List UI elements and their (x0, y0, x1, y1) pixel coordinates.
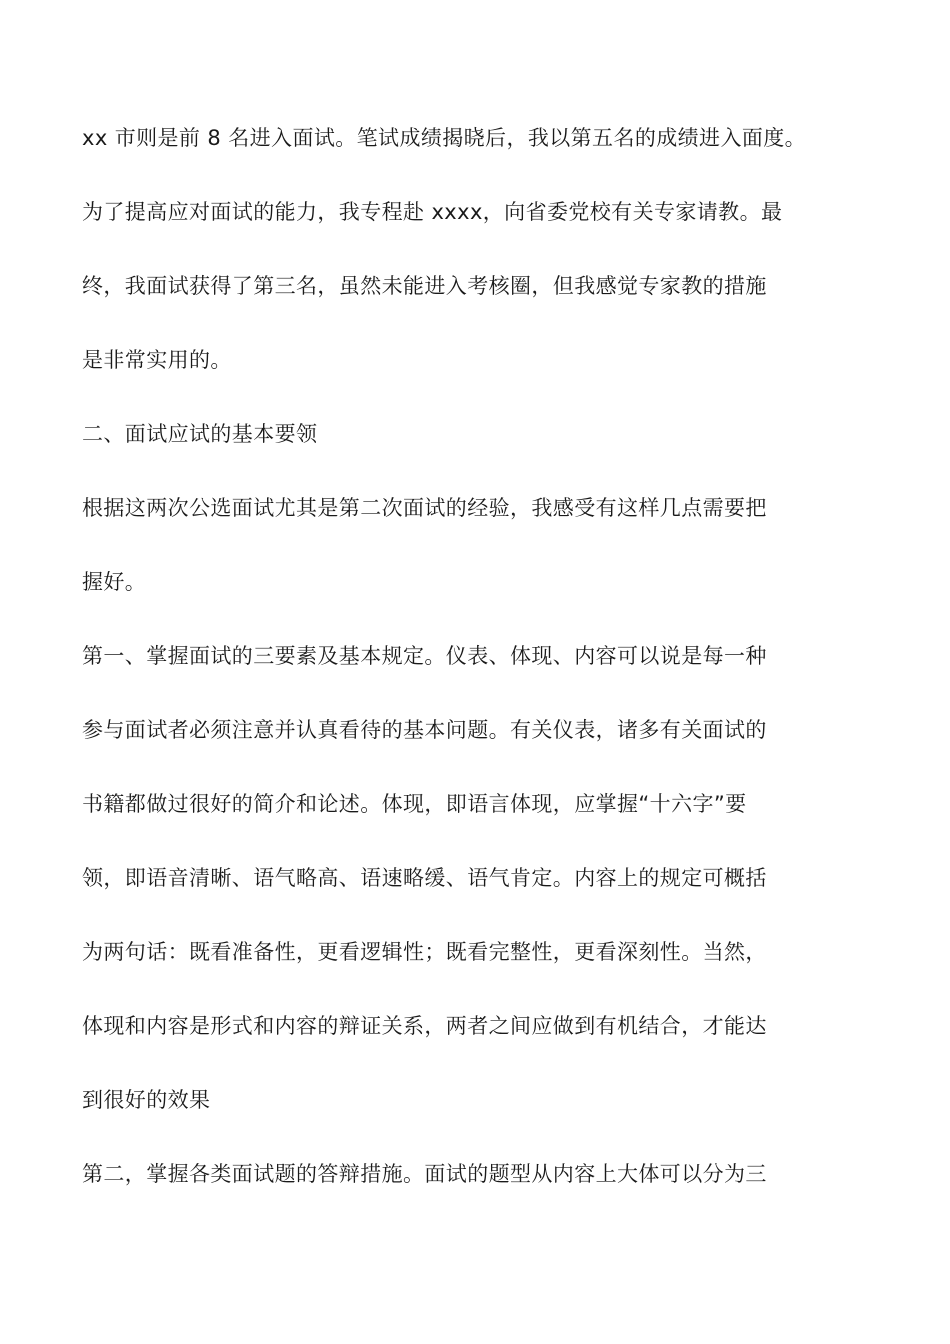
text-line: xx 市则是前 8 名进入面试。笔试成绩揭晓后，我以第五名的成绩进入面度。 (82, 126, 807, 150)
text-line: 握好。 (82, 570, 147, 594)
text-line: 为了提高应对面试的能力，我专程赴 xxxx，向省委党校有关专家请教。最 (82, 200, 783, 224)
text-line: 书籍都做过很好的简介和论述。体现，即语言体现，应掌握“十六字”要 (82, 792, 747, 816)
text-line: 第一、掌握面试的三要素及基本规定。仪表、体现、内容可以说是每一种 (82, 644, 767, 668)
text-line: 到很好的效果 (82, 1088, 211, 1112)
text-line: 是非常实用的。 (82, 348, 232, 372)
text-line: 体现和内容是形式和内容的辩证关系，两者之间应做到有机结合，才能达 (82, 1014, 767, 1038)
text-line: 第二，掌握各类面试题的答辩措施。面试的题型从内容上大体可以分为三 (82, 1162, 767, 1186)
text-line: 根据这两次公选面试尤其是第二次面试的经验，我感受有这样几点需要把 (82, 496, 767, 520)
text-line: 为两句话：既看准备性，更看逻辑性；既看完整性，更看深刻性。当然， (82, 940, 767, 964)
text-line: 终，我面试获得了第三名，虽然未能进入考核圈，但我感觉专家教的措施 (82, 274, 767, 298)
section-heading: 二、面试应试的基本要领 (82, 422, 318, 446)
text-line: 参与面试者必须注意并认真看待的基本问题。有关仪表，诸多有关面试的 (82, 718, 767, 742)
text-line: 领，即语音清晰、语气略高、语速略缓、语气肯定。内容上的规定可概括 (82, 866, 767, 890)
